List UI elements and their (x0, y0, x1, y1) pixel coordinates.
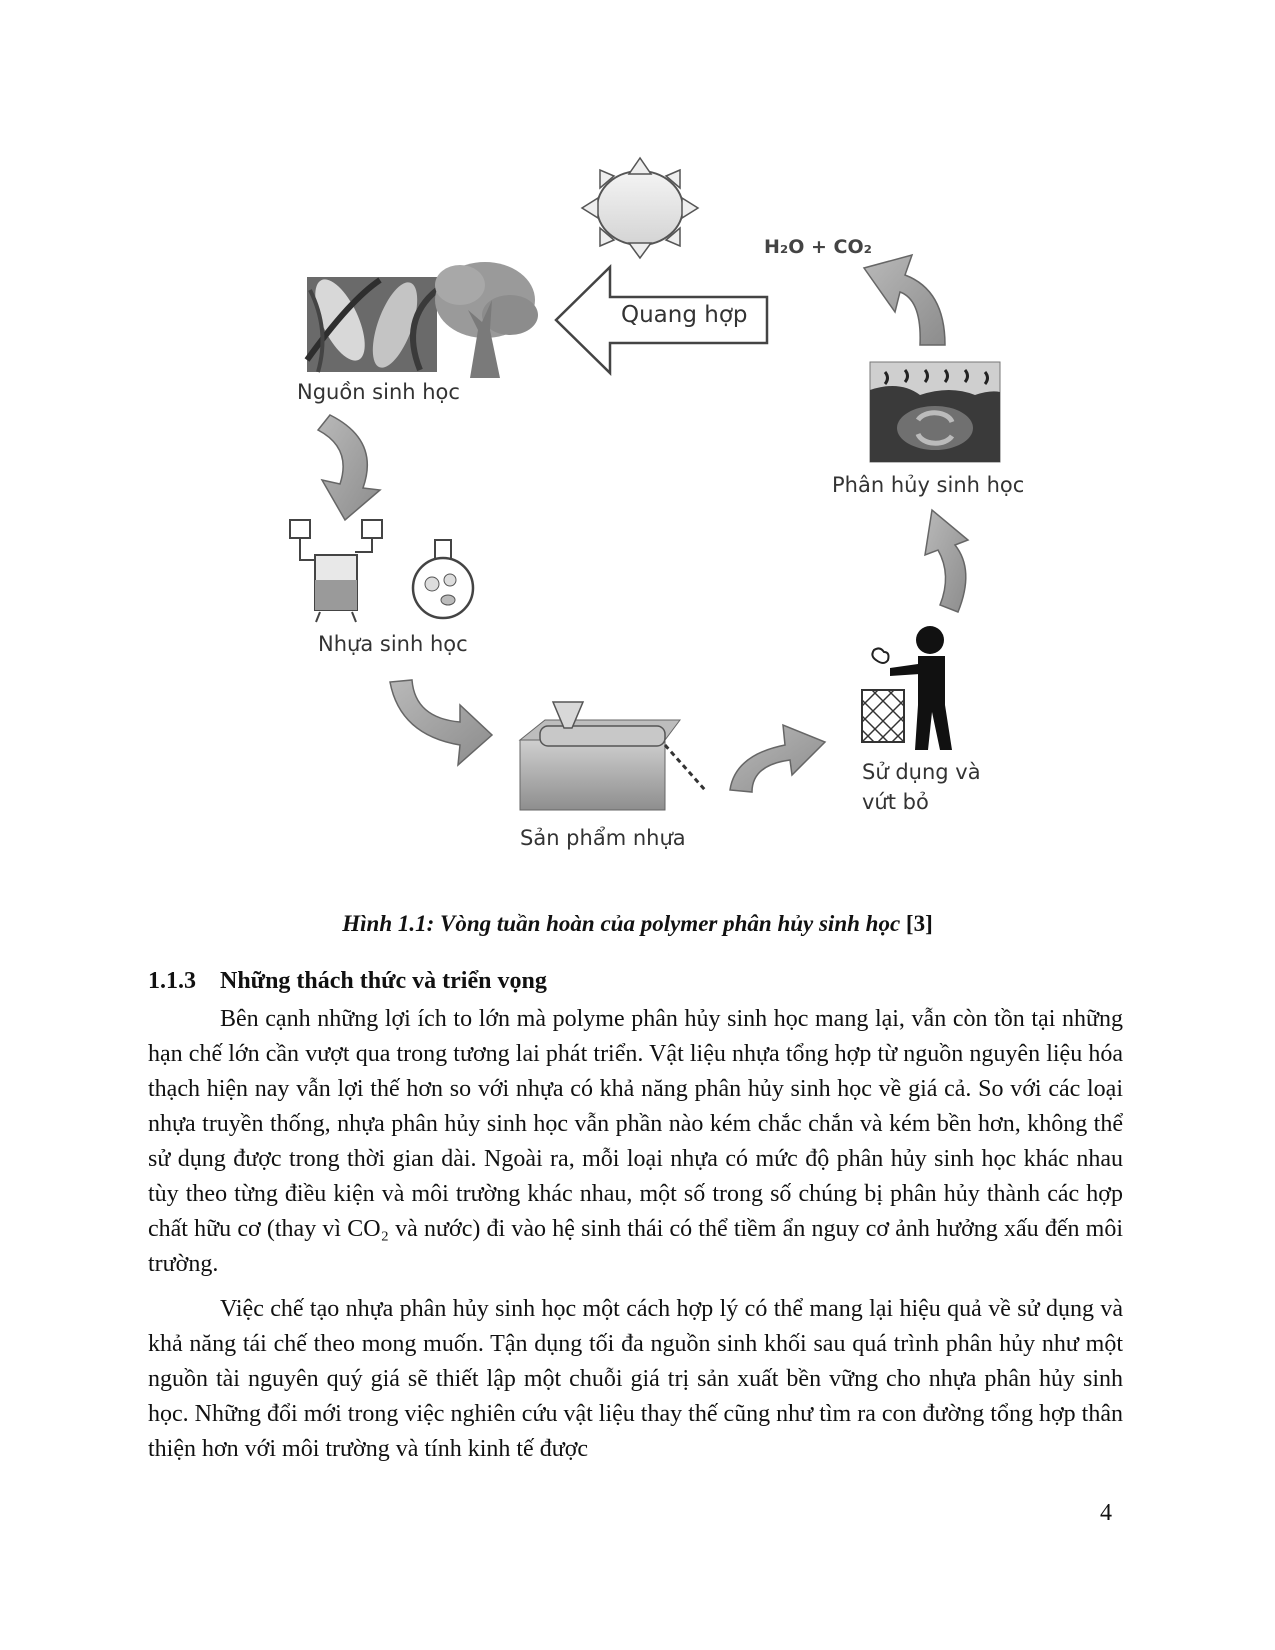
page-number: 4 (1100, 1500, 1112, 1526)
section-heading (148, 968, 547, 995)
arrow-bioplastic-to-product (390, 680, 492, 765)
arrow-decomp-to-air (864, 255, 945, 345)
sun-icon (582, 158, 698, 258)
paragraph-2: Việc chế tạo nhựa phân hủy sinh học một cách hợp lý có thể mang lại hiệu quả về sử dụng và khả năng tái chế theo mong muốn. Tận dụng tối đa nguồn sinh khối sau quá trình phân hủy như một nguồn tài nguyên quý giá sẽ thiết lập một chuỗi giá trị sản xuất bền vững cho nhựa phân hủy sinh học. Những đổi mới trong việc nghiên cứu vật liệu thay thế cũng như tìm ra con đường tổng hợp thân thiện hơn với môi trường và tính kinh tế được (148, 1296, 1123, 1462)
use-dispose-label-line2: vứt bỏ (862, 790, 929, 814)
bioplastic-label: Nhựa sinh học (318, 632, 468, 656)
person-disposal-icon (862, 626, 952, 750)
flask-icon (413, 540, 473, 618)
tree-icon (435, 262, 538, 378)
use-dispose-label-line1: Sử dụng và (862, 760, 981, 784)
paragraph-1: Bên cạnh những lợi ích to lớn mà polyme phân hủy sinh học mang lại, vẫn còn tồn tại những hạn chế lớn cần vượt qua trong tương lai phát triển. Vật liệu nhựa tổng hợp từ nguồn nguyên liệu hóa thạch hiện nay vẫn lợi thế hơn so với nhựa có khả năng phân hủy sinh học về giá cả. So với các loại nhựa truyền thống, nhựa phân hủy sinh học vẫn phần nào kém chắc chắn và kém bền hơn, không thể sử dụng được trong thời gian dài. Ngoài ra, mỗi loại nhựa có mức độ phân hủy sinh học khác nhau tùy theo từng điều kiện và môi trường khác nhau, một số trong số chúng bị phân hủy thành các hợp chất hữu cơ (thay vì CO₂ và nước) đi vào hệ sinh thái có thể tiềm ẩn nguy cơ ảnh hưởng xấu đến môi trường. (148, 1006, 1123, 1277)
bioreactor-icon (290, 520, 382, 622)
biodegradation-label: Phân hủy sinh học (832, 473, 1025, 497)
arrow-use-to-decomp (925, 510, 968, 612)
bio-source-label: Nguồn sinh học (297, 380, 460, 404)
arrow-product-to-use (730, 725, 825, 792)
caption-reference: [3] (900, 911, 933, 936)
photosynthesis-label: Quang hợp (621, 302, 748, 328)
extruder-machine-icon (520, 702, 705, 810)
corn-image (305, 273, 437, 374)
caption-text: Hình 1.1: Vòng tuần hoàn của polymer phân hủy sinh học (342, 911, 901, 936)
section-number: 1.1.3 (148, 968, 196, 994)
plastic-product-label: Sản phẩm nhựa (520, 826, 686, 850)
soil-decomposition-image (870, 362, 1000, 462)
arrow-source-to-bioplastic (318, 415, 380, 520)
section-title: Những thách thức và triển vọng (220, 968, 547, 994)
water-co2-label: H₂O + CO₂ (764, 236, 872, 258)
figure-caption (0, 911, 1275, 937)
